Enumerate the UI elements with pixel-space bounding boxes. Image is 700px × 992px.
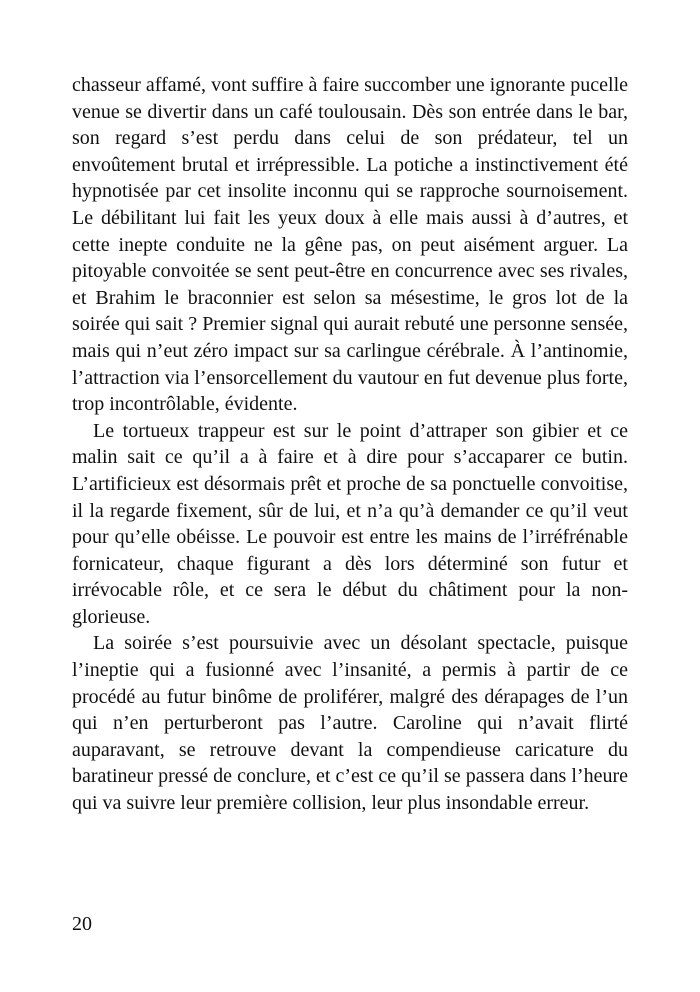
paragraph-2: Le tortueux trappeur est sur le point d’attraper son gibier et ce malin sait ce qu’il a à faire et à dire pour s’accaparer ce butin. L’artificieux est désormais prêt et proche de sa ponctuelle convoitise, il la regarde fixement, sûr de lui, et n’a qu’à demander ce qu’il veut pour qu’elle obéisse. Le pouvoir est entre les mains de l’irréfrénable fornicateur, chaque figurant a dès lors déterminé son futur et irrévocable rôle, et ce sera le début du châtiment pour la non-glorieuse.: [72, 419, 628, 628]
paragraph-3: La soirée s’est poursuivie avec un désolant spectacle, puisque l’ineptie qui a fusionné avec l’insanité, a permis à partir de ce procédé au futur binôme de proliférer, malgré des dérapages de l’un qui n’en perturberont pas l’autre. Caroline qui n’avait flirté auparavant, se retrouve devant la compendieuse caricature du baratineur pressé de conclure, et c’est ce qu’il se passera dans l’heure qui va suivre leur première collision, leur plus insondable erreur.: [72, 632, 628, 815]
page-number: 20: [72, 913, 92, 935]
paragraph-1: chasseur affamé, vont suffire à faire succomber une ignorante pucelle venue se divertir dans un café toulousain. Dès son entrée dans le bar, son regard s’est perdu dans celui de son prédateur, tel un envoûtement brutal et irrépressible. La potiche a instinctivement été hypnotisée par cet insolite inconnu qui se rapproche sournoisement. Le débilitant lui fait les yeux doux à elle mais aussi à d’autres, et cette inepte conduite ne la gêne pas, on peut aisément arguer. La pitoyable convoitée se sent peut-être en concurrence avec ses rivales, et Brahim le braconnier est selon sa mésestime, le gros lot de la soirée qui sait ? Premier signal qui aurait rebuté une personne sensée, mais qui n’eut zéro impact sur sa carlingue cérébrale. À l’antinomie, l’attraction via l’ensorcellement du vautour en fut devenue plus forte, trop incontrôlable, évidente.: [72, 74, 628, 416]
page-body: [72, 72, 628, 817]
